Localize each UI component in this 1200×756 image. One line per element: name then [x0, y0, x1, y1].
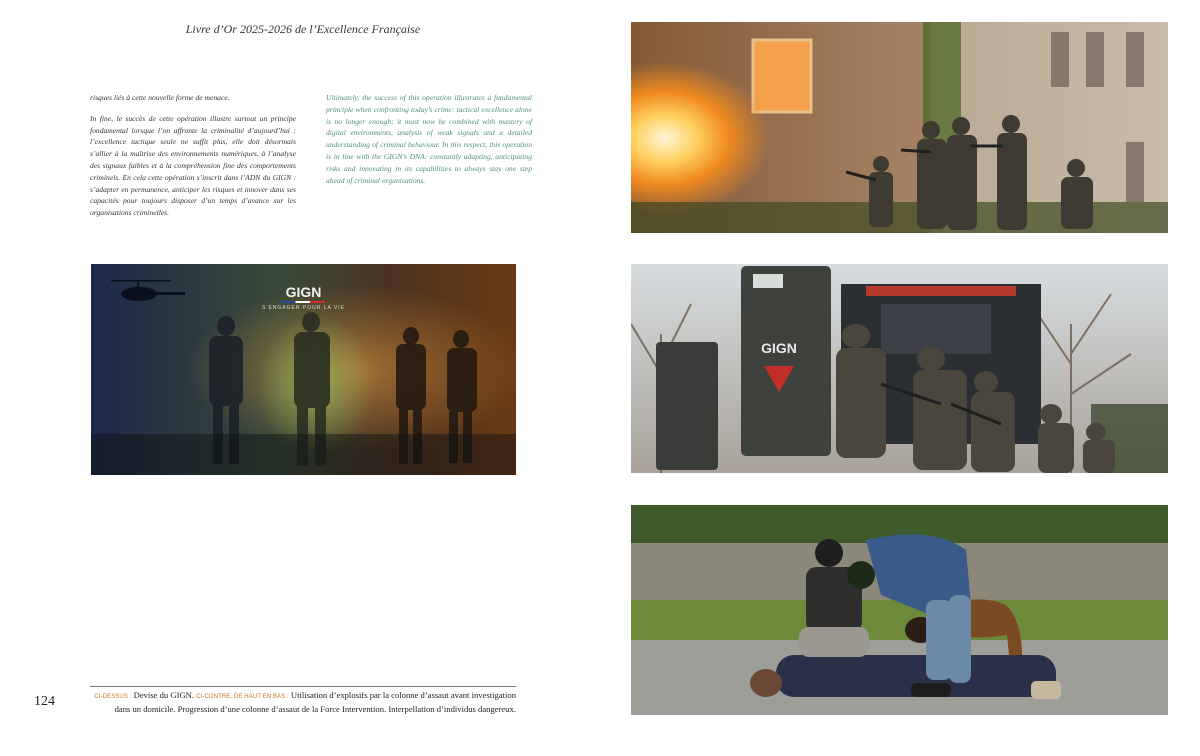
english-paragraph-1: Ultimately, the success of this operation illustrates a fundamental principle when confronting today’s crime: tactical excellence alone is no longer enough; it must now be combined with mastery of digital environments, analysis of weak signals and a detailed understanding of criminal behaviour. In this respect, this operation is in line with the GIGN’s DNA: constantly adapting, anticipating risks and innovating in its capabilities to always stay one step ahead of criminal organisations. — [326, 93, 532, 185]
arrest-photo — [631, 505, 1168, 715]
french-paragraph-2: In fine, le succès de cette opération illustre surtout un principe fondamental lorsque l’on affronte la criminalité d’aujourd’hui : l’excellence tactique seule ne suffit plus, elle doit désormais s’allier à la maîtrise des environnements numériques, à l’analyse des signaux faibles et à la compréhension fine des comportements criminels. En cela cette opération s’inscrit dans l’ADN du GIGN : s’adapter en permanence, anticiper les risques et innover dans ses capacités pour toujours disposer d’un temps d’avance sur les organisations criminelles. — [90, 113, 296, 218]
caption-rule — [90, 686, 516, 687]
caption-tag-above: CI-DESSUS : — [94, 694, 132, 700]
caption-tag-opposite: CI-CONTRE, DE HAUT EN BAS : — [196, 694, 289, 700]
gign-logo-text: GIGN — [285, 284, 322, 300]
french-paragraph-1: risques liés à cette nouvelle forme de menace. — [90, 93, 230, 102]
right-page — [600, 0, 1200, 756]
explosive-breach-photo — [631, 22, 1168, 233]
page-number: 124 — [34, 694, 55, 709]
book-title: Livre d’Or 2025-2026 de l’Excellence Française — [185, 22, 421, 36]
photo-caption — [90, 689, 516, 715]
gign-logo-tricolor — [281, 301, 325, 303]
assault-column-photo — [631, 264, 1168, 473]
caption-text-opposite: Utilisation d’explosifs par la colonne d’assaut avant investigation dans un domicile. Progression d’une colonne d’assaut de la Force Intervention. Interpellation d’individus dangereux. — [114, 690, 516, 714]
gign-motto: S’ENGAGER POUR LA VIE — [262, 305, 345, 311]
english-text-column — [326, 92, 532, 195]
french-text-column — [90, 92, 296, 228]
caption-text-above: Devise du GIGN. — [131, 690, 195, 700]
shield-gign-text: GIGN — [761, 340, 797, 356]
gign-motto-photo — [91, 264, 516, 475]
